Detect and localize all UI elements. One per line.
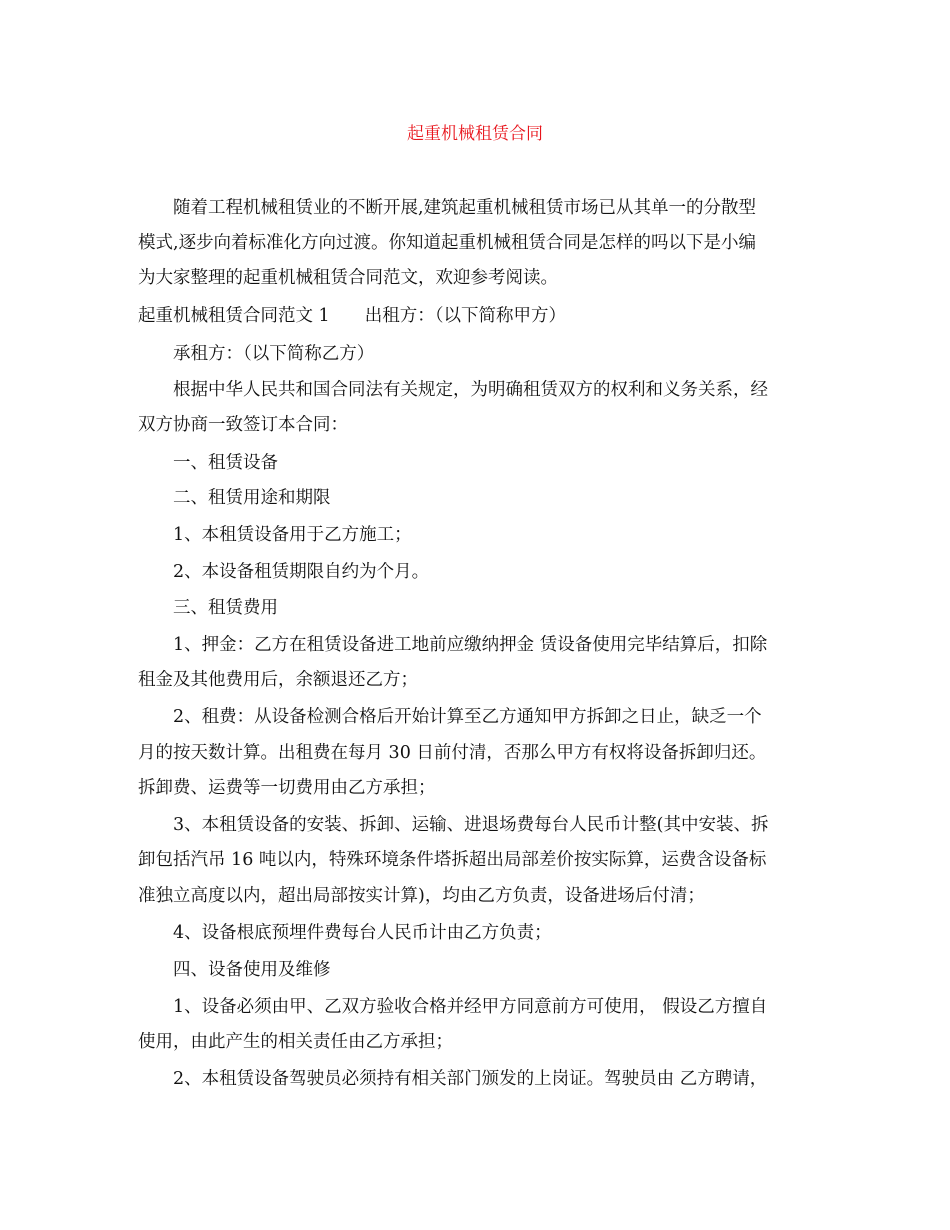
section-heading: 三、租赁费用: [173, 598, 278, 618]
paragraph-line: 根据中华人民共和国合同法有关规定，为明确租赁双方的权利和义务关系，经: [173, 380, 768, 400]
paragraph-line: 1、设备必须由甲、乙双方验收合格并经甲方同意前方可使用， 假设乙方擅自: [173, 997, 768, 1017]
paragraph-line: 卸包括汽吊 16 吨以内，特殊环境条件塔拆超出局部差价按实际算，运费含设备标: [138, 850, 767, 870]
paragraph-line: 1、本租赁设备用于乙方施工；: [173, 525, 412, 545]
paragraph-line: 月的按天数计算。出租费在每月 30 日前付清，否那么甲方有权将设备拆卸归还。: [138, 743, 767, 763]
paragraph-line: 4、设备根底预埋件费每台人民币计由乙方负责；: [173, 923, 552, 943]
paragraph-line: 2、本租赁设备驾驶员必须持有相关部门颁发的上岗证。驾驶员由 乙方聘请，: [173, 1069, 768, 1089]
paragraph-line: 随着工程机械租赁业的不断开展,建筑起重机械租赁市场已从其单一的分散型: [173, 198, 757, 218]
document-title: 起重机械租赁合同: [407, 124, 543, 144]
paragraph-line: 双方协商一致签订本合同：: [138, 415, 348, 435]
paragraph-line: 承租方：（以下简称乙方）: [173, 344, 375, 364]
paragraph-line: 2、本设备租赁期限自约为个月。: [173, 562, 430, 582]
section-heading: 四、设备使用及维修: [173, 960, 331, 980]
paragraph-line: 使用，由此产生的相关责任由乙方承担；: [138, 1032, 453, 1052]
paragraph-line: 租金及其他费用后，余额退还乙方；: [138, 670, 418, 690]
paragraph-line: 准独立高度以内，超出局部按实计算)，均由乙方负责，设备进场后付清；: [138, 886, 705, 906]
paragraph-line: 为大家整理的起重机械租赁合同范文，欢迎参考阅读。: [138, 268, 558, 288]
paragraph-line: 模式,逐步向着标准化方向过渡。你知道起重机械租赁合同是怎样的吗以下是小编: [138, 233, 757, 253]
paragraph-line: 拆卸费、运费等一切费用由乙方承担；: [138, 778, 436, 798]
paragraph-line: 1、押金：乙方在租赁设备进工地前应缴纳押金 赁设备使用完毕结算后，扣除: [173, 635, 768, 655]
paragraph-line: 3、本租赁设备的安装、拆卸、运输、进退场费每台人民币计整(其中安装、拆: [173, 815, 769, 835]
paragraph-line: 起重机械租赁合同范文 1 出租方：（以下简称甲方）: [138, 306, 566, 326]
section-heading: 一、租赁设备: [173, 453, 278, 473]
section-heading: 二、租赁用途和期限: [173, 488, 331, 508]
paragraph-line: 2、租费：从设备检测合格后开始计算至乙方通知甲方拆卸之日止，缺乏一个: [173, 707, 762, 727]
